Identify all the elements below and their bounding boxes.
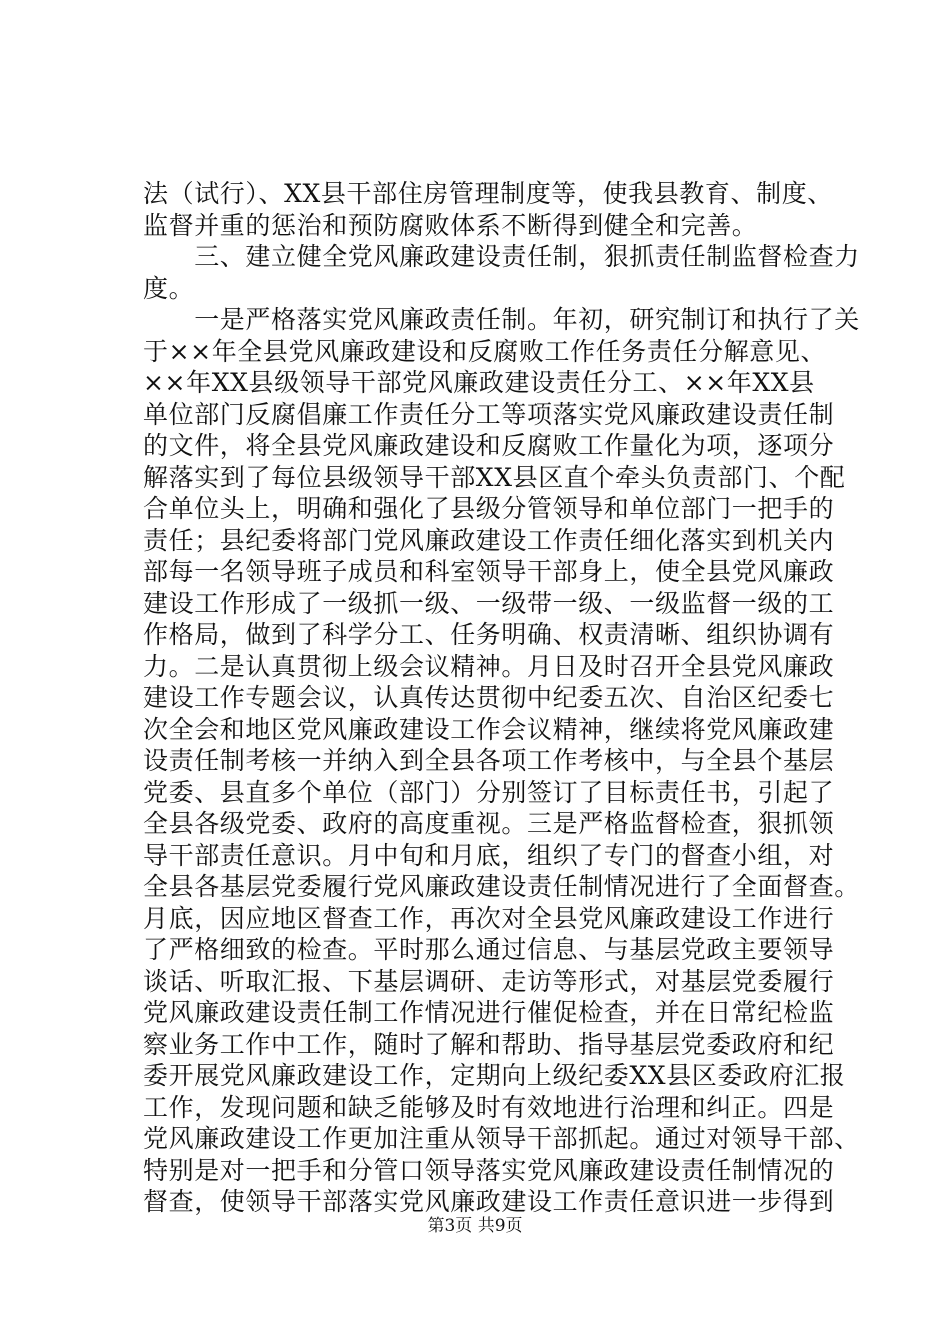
text-line: 月底，因应地区督查工作，再次对全县党风廉政建设工作进行 <box>143 903 835 933</box>
text-line: 党风廉政建设工作更加注重从领导干部抓起。通过对领导干部、 <box>143 1124 860 1153</box>
text-line: 作格局，做到了科学分工、任务明确、权责清晰、组织协调有 <box>143 620 835 649</box>
text-line: 监督并重的惩治和预防腐败体系不断得到健全和完善。 <box>143 210 758 240</box>
text-line: 力。二是认真贯彻上级会议精神。月日及时召开全县党风廉政 <box>143 651 835 681</box>
text-line: 单位部门反腐倡廉工作责任分工等项落实党风廉政建设责任制 <box>143 399 835 429</box>
text-line: 全县各级党委、政府的高度重视。三是严格监督检查，狠抓领 <box>143 809 835 838</box>
page-number-footer: 第3页 共9页 <box>427 1216 523 1236</box>
text-line: 督查，使领导干部落实党风廉政建设工作责任意识进一步得到 <box>143 1187 835 1216</box>
text-line: 察业务工作中工作，随时了解和帮助、指导基层党委政府和纪 <box>143 1029 835 1059</box>
text-line: 了严格细致的检查。平时那么通过信息、与基层党政主要领导 <box>143 935 835 964</box>
text-line: 责任；县纪委将部门党风廉政建设工作责任细化落实到机关内 <box>143 525 835 555</box>
text-line: ××年XX县级领导干部党风廉政建设责任分工、××年XX县 <box>143 368 815 397</box>
text-line: 部每一名领导班子成员和科室领导干部身上，使全县党风廉政 <box>143 557 835 586</box>
text-line: 的文件，将全县党风廉政建设和反腐败工作量化为项，逐项分 <box>143 431 835 460</box>
text-line: 建设工作专题会议，认真传达贯彻中纪委五次、自治区纪委七 <box>143 683 835 712</box>
text-line: 党风廉政建设责任制工作情况进行催促检查，并在日常纪检监 <box>143 998 835 1027</box>
section-heading-line: 度。 <box>143 273 195 303</box>
text-line: 法（试行）、XX县干部住房管理制度等，使我县教育、制度、 <box>143 179 833 208</box>
text-line: 谈话、听取汇报、下基层调研、走访等形式，对基层党委履行 <box>143 966 835 996</box>
text-line: 特别是对一把手和分管口领导落实党风廉政建设责任制情况的 <box>143 1155 835 1185</box>
document-body <box>143 178 860 1218</box>
text-line: 党委、县直多个单位（部门）分别签订了目标责任书，引起了 <box>143 777 835 807</box>
text-line: 次全会和地区党风廉政建设工作会议精神，继续将党风廉政建 <box>143 714 835 744</box>
text-line: 全县各基层党委履行党风廉政建设责任制情况进行了全面督查。 <box>143 872 860 901</box>
text-line: 委开展党风廉政建设工作，定期向上级纪委XX县区委政府汇报 <box>143 1061 846 1090</box>
text-line: 解落实到了每位县级领导干部XX县区直个牵头负责部门、个配 <box>143 462 846 492</box>
text-line: 于××年全县党风廉政建设和反腐败工作任务责任分解意见、 <box>143 336 827 366</box>
section-heading-line: 三、建立健全党风廉政建设责任制，狠抓责任制监督检查力 <box>143 242 860 271</box>
text-line: 导干部责任意识。月中旬和月底，组织了专门的督查小组，对 <box>143 840 835 870</box>
text-line: 设责任制考核一并纳入到全县各项工作考核中，与全县个基层 <box>143 746 835 775</box>
text-line: 一是严格落实党风廉政责任制。年初，研究制订和执行了关 <box>143 305 860 334</box>
text-line: 建设工作形成了一级抓一级、一级带一级、一级监督一级的工 <box>143 588 835 618</box>
text-line: 工作，发现问题和缺乏能够及时有效地进行治理和纠正。四是 <box>143 1092 835 1122</box>
text-line: 合单位头上，明确和强化了县级分管领导和单位部门一把手的 <box>143 494 835 523</box>
